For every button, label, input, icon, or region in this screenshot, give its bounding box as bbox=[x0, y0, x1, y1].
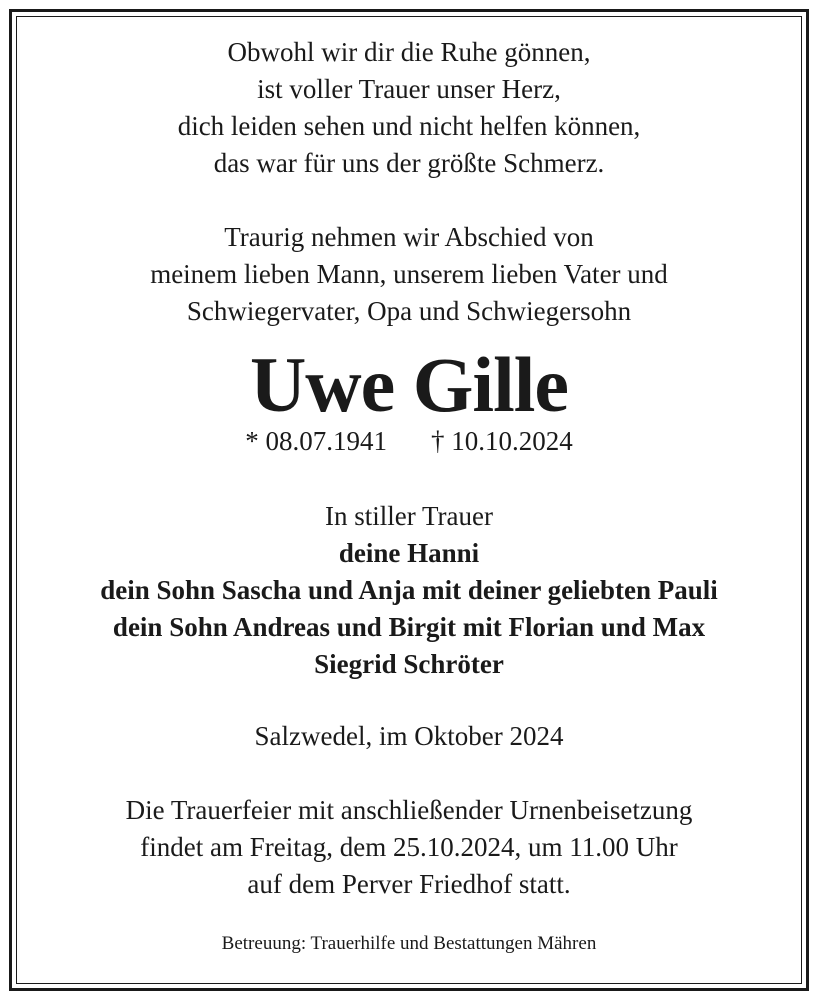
birth-date: * 08.07.1941 bbox=[245, 426, 387, 456]
farewell-line-3: Schwiegervater, Opa und Schwiegersohn bbox=[186, 296, 632, 326]
poem-line-1: Obwohl wir dir die Ruhe gönnen, bbox=[227, 37, 591, 67]
mourners-intro: In stiller Trauer bbox=[325, 501, 493, 531]
funeral-line-2: findet am Freitag, dem 25.10.2024, um 11.00 Uhr bbox=[140, 832, 678, 862]
funeral-line-3: auf dem Perver Friedhof statt. bbox=[247, 869, 571, 899]
poem-line-2: ist voller Trauer unser Herz, bbox=[257, 74, 561, 104]
poem-line-4: das war für uns der größte Schmerz. bbox=[213, 148, 605, 178]
mourner-line-4: Siegrid Schröter bbox=[314, 649, 504, 679]
farewell-line-2: meinem lieben Mann, unserem lieben Vater und bbox=[150, 259, 668, 289]
poem-line-3: dich leiden sehen und nicht helfen können, bbox=[177, 111, 641, 141]
mourner-line-2: dein Sohn Sascha und Anja mit deiner geliebten Pauli bbox=[100, 575, 718, 605]
deceased-name: Uwe Gille bbox=[249, 341, 569, 428]
mourner-line-3: dein Sohn Andreas und Birgit mit Florian und Max bbox=[112, 612, 706, 642]
undertaker-credit: Betreuung: Trauerhilfe und Bestattungen Mähren bbox=[221, 933, 597, 954]
death-date: † 10.10.2024 bbox=[431, 426, 573, 456]
mourner-line-1: deine Hanni bbox=[338, 538, 480, 568]
funeral-line-1: Die Trauerfeier mit anschließender Urnenbeisetzung bbox=[125, 795, 693, 825]
place-date: Salzwedel, im Oktober 2024 bbox=[254, 721, 564, 751]
farewell-line-1: Traurig nehmen wir Abschied von bbox=[224, 222, 594, 252]
life-dates bbox=[0, 428, 818, 455]
